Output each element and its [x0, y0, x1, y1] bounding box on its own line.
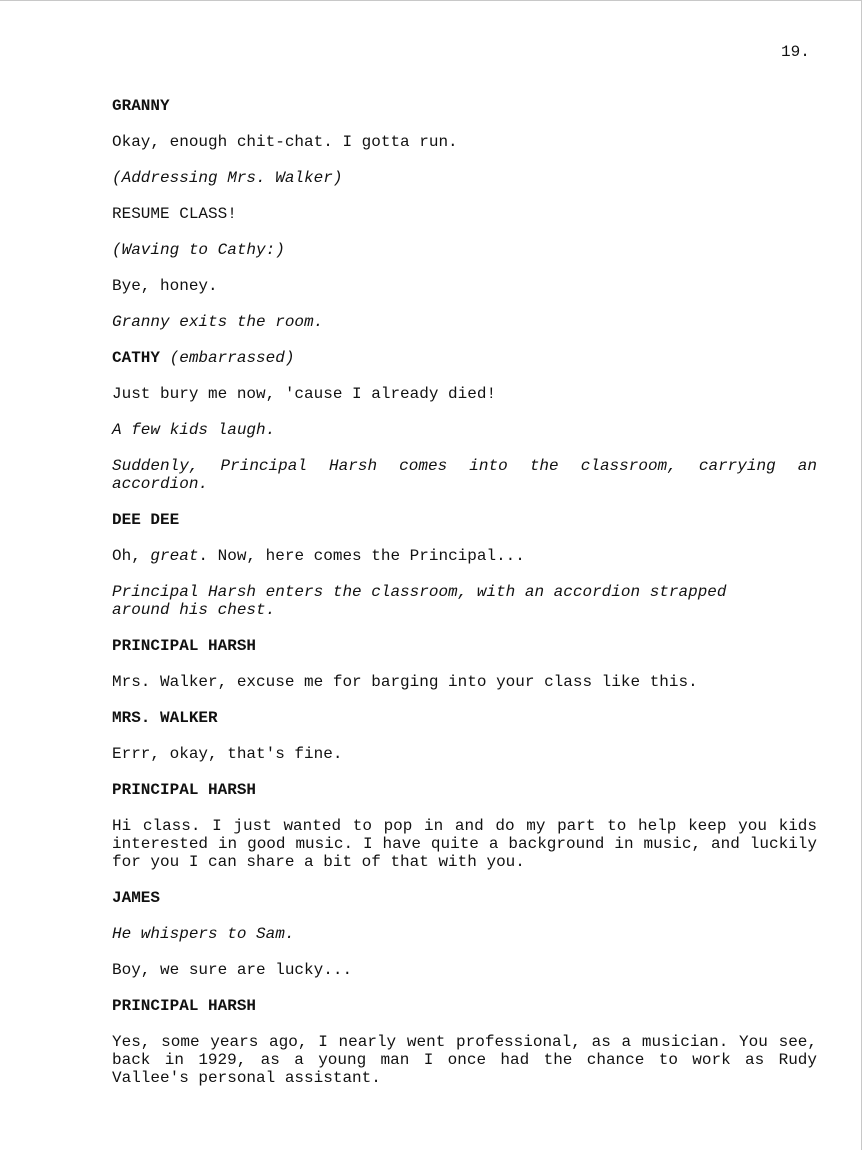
character-cue-cathy: [112, 349, 817, 367]
dialogue-line: RESUME CLASS!: [112, 205, 237, 223]
dialogue-text: . Now, here comes the Principal...: [198, 547, 525, 565]
dialogue-line: Errr, okay, that's fine.: [112, 745, 343, 763]
character-name-principal-harsh: PRINCIPAL HARSH: [112, 997, 257, 1015]
dialogue-line: Yes, some years ago, I nearly went professional, as a musician. You see, back in 1929, as a young man I once had the chance to work as Rudy Vallee's personal assistant.: [112, 1033, 827, 1087]
character-name-principal-harsh: PRINCIPAL HARSH: [112, 781, 257, 799]
character-name-dee-dee: DEE DEE: [112, 511, 180, 529]
parenthetical: (Waving to Cathy:): [112, 241, 285, 259]
character-name-granny: GRANNY: [112, 97, 170, 115]
dialogue-line: Just bury me now, 'cause I already died!: [112, 385, 497, 403]
action-line: Principal Harsh enters the classroom, with an accordion strapped around his chest.: [112, 583, 737, 619]
emphasis-text: great: [150, 547, 199, 565]
dialogue-line: Mrs. Walker, excuse me for barging into your class like this.: [112, 673, 698, 691]
action-line: Suddenly, Principal Harsh comes into the classroom, carrying an accordion.: [112, 457, 827, 493]
action-line: He whispers to Sam.: [112, 925, 295, 943]
dialogue-line: Bye, honey.: [112, 277, 218, 295]
character-name-principal-harsh: PRINCIPAL HARSH: [112, 637, 257, 655]
dialogue-text: Oh,: [112, 547, 151, 565]
page-number: 19.: [781, 43, 810, 61]
script-body: [112, 97, 827, 1105]
dialogue-line: Okay, enough chit-chat. I gotta run.: [112, 133, 458, 151]
parenthetical: (embarrassed): [169, 349, 295, 367]
character-name-mrs-walker: MRS. WALKER: [112, 709, 218, 727]
dialogue-line: Boy, we sure are lucky...: [112, 961, 353, 979]
character-name-cathy: CATHY: [112, 349, 161, 367]
dialogue-line: [112, 547, 817, 565]
parenthetical: (Addressing Mrs. Walker): [112, 169, 343, 187]
action-line: Granny exits the room.: [112, 313, 324, 331]
character-name-james: JAMES: [112, 889, 161, 907]
dialogue-line: Hi class. I just wanted to pop in and do my part to help keep you kids interested in good music. I have quite a background in music, and luckily for you I can share a bit of that with you.: [112, 817, 827, 871]
action-line: A few kids laugh.: [112, 421, 276, 439]
